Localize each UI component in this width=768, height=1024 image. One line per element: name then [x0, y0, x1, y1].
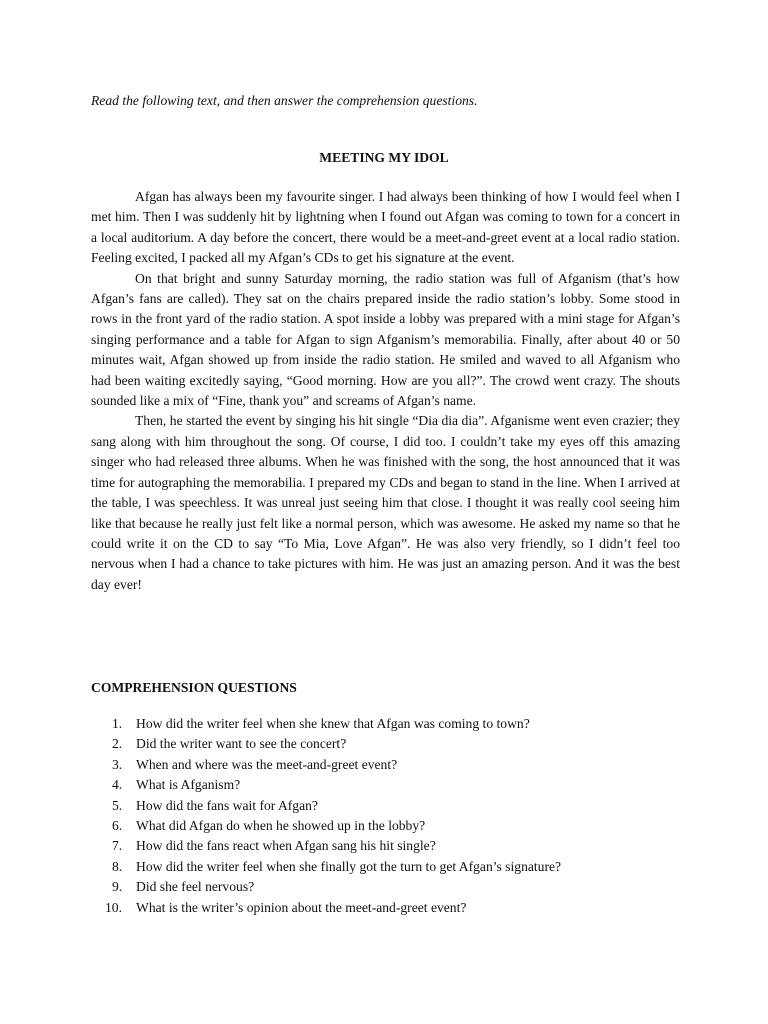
question-text: Did she feel nervous?: [136, 879, 255, 895]
question-item: [112, 734, 561, 754]
question-number: 4.: [112, 777, 123, 793]
question-text: How did the fans wait for Afgan?: [136, 797, 318, 813]
question-item: [112, 775, 561, 795]
question-number: 10.: [105, 899, 122, 915]
question-item: [112, 714, 561, 734]
questions-heading: COMPREHENSION QUESTIONS: [91, 680, 297, 695]
story-body: [91, 187, 680, 595]
question-number: 3.: [112, 756, 123, 772]
question-item: [112, 836, 561, 856]
question-text: How did the writer feel when she knew that Afgan was coming to town?: [136, 716, 530, 731]
questions-list: [105, 714, 562, 918]
question-text: What did Afgan do when he showed up in the lobby?: [136, 818, 426, 834]
question-item: [112, 816, 561, 836]
question-text: How did the writer feel when she finally got the turn to get Afgan’s signature?: [136, 858, 562, 874]
question-number: 9.: [112, 879, 123, 895]
story-paragraph-3: Then, he started the event by singing his hit single “Dia dia dia”. Afganisme went even crazier; they sang along with him throughout the song. Of course, I did too. I couldn’t take my eyes off this amazing singer who had released three albums. When he was finished with the song, the host announced that it was time for autographing the memorabilia. I prepared my CDs and began to stand in the line. When I arrived at the table, I was speechless. It was unreal just seeing him that close. I thought it was really cool seeing him like that because he really just felt like a normal person, which was awesome. He asked my name so that he could write it on the CD to say “To Mia, Love Afgan”. He was also very friendly, so I didn’t feel too nervous when I had a chance to take pictures with him. He was just an amazing person. And it was the best day ever!: [91, 413, 680, 592]
instruction-text: Read the following text, and then answer the comprehension questions.: [91, 93, 478, 108]
story-title: MEETING MY IDOL: [319, 150, 449, 165]
question-text: How did the fans react when Afgan sang his hit single?: [136, 838, 436, 854]
question-item: [112, 755, 561, 775]
question-number: 7.: [112, 838, 123, 854]
question-number: 5.: [112, 797, 123, 813]
question-number: 8.: [112, 858, 123, 874]
question-number: 6.: [112, 818, 123, 834]
question-text: What is Afganism?: [136, 777, 241, 793]
question-text: What is the writer’s opinion about the meet-and-greet event?: [136, 899, 467, 915]
question-item: [105, 898, 561, 918]
question-item: [112, 877, 561, 897]
story-paragraph-1: Afgan has always been my favourite singer. I had always been thinking of how I would feel when I met him. Then I was suddenly hit by lightning when I found out Afgan was coming to town for a concert in a local auditorium. A day before the concert, there would be a meet-and-greet event at a local radio station. Feeling excited, I packed all my Afgan’s CDs to get his signature at the event.: [91, 189, 680, 266]
question-text: Did the writer want to see the concert?: [136, 736, 347, 752]
question-number: 1.: [112, 716, 123, 731]
question-text: When and where was the meet-and-greet event?: [136, 756, 398, 772]
question-number: 2.: [112, 736, 123, 752]
question-item: [112, 796, 561, 816]
story-paragraph-2: On that bright and sunny Saturday morning, the radio station was full of Afganism (that’s how Afgan’s fans are called). They sat on the chairs prepared inside the radio station’s lobby. Some stood in rows in the front yard of the radio station. A spot inside a lobby was prepared with a mini stage for Afgan’s singing performance and a table for Afgan to sign Afganism’s memorabilia. Finally, after about 40 or 50 minutes wait, Afgan showed up from inside the radio station. He smiled and waved to all Afganism who had been waiting excitedly saying, “Good morning. How are you all?”. The crowd went crazy. The shouts sounded like a mix of “Fine, thank you” and screams of Afgan’s name.: [91, 270, 680, 409]
question-item: [112, 857, 561, 877]
